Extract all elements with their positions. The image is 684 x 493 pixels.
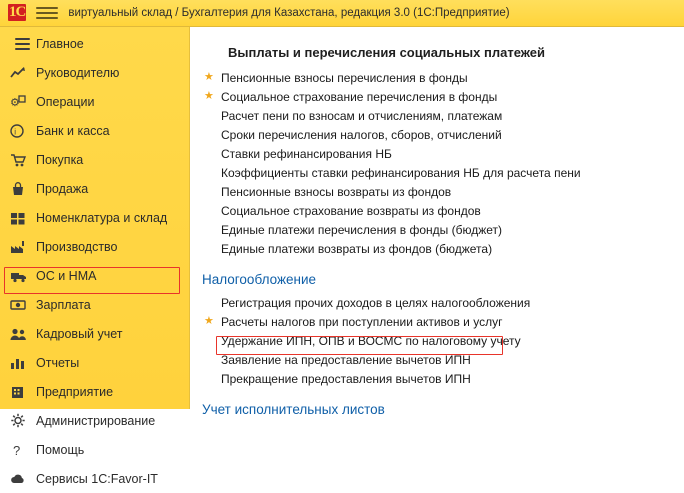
sidebar-item-operacii[interactable] [0,87,189,116]
cloud-icon [10,472,34,486]
sidebar-item-label: Производство [36,239,118,254]
sidebar-item-administrirovanie[interactable] [0,406,189,435]
sidebar-item-label: Руководителю [36,65,120,80]
star-icon[interactable] [204,205,218,216]
list-item-label: Расчеты налогов при поступлении активов и услуг [221,314,503,329]
main-layout [0,27,684,486]
list-item-label: Единые платежи возвраты из фондов (бюджета) [221,241,493,256]
sidebar-item-predpriyatie[interactable] [0,377,189,406]
svg-text:⚙: ⚙ [10,96,20,109]
sidebar-item-glavnoe[interactable] [0,29,189,58]
sidebar-item-label: Продажа [36,181,89,196]
list-item-label: Удержание ИПН, ОПВ и ВОСМС по налоговому учету [221,333,521,348]
list-item[interactable] [190,163,684,182]
list-item-label: Сроки перечисления налогов, сборов, отчислений [221,127,502,142]
sidebar-item-label: Покупка [36,152,84,167]
hamburger-line [36,12,58,14]
coin-icon [10,124,34,138]
sidebar-item-label: Номенклатура и склад [36,210,168,225]
list-item-label: Социальное страхование перечисления в фонды [221,89,498,104]
list-item-label: Коэффициенты ставки рефинансирования НБ для расчета пени [221,165,581,180]
star-icon[interactable]: ★ [204,315,214,327]
hamburger-line [36,17,58,19]
list-item-label: Пенсионные взносы перечисления в фонды [221,70,468,85]
star-icon[interactable] [204,186,218,197]
list-item[interactable] [190,144,684,163]
list-item-zayavlenie-na-vychety-ipn[interactable] [190,350,684,369]
factory-icon [10,240,34,254]
list-item[interactable] [190,293,684,312]
sidebar-item-bank-i-kassa[interactable] [0,116,189,145]
app-logo-1c [6,4,30,21]
truck-icon [10,269,34,283]
sidebar-item-label: Главное [36,36,84,51]
sidebar-item-label: Зарплата [36,297,91,312]
group-title-payments: Выплаты и перечисления социальных платежей [228,45,546,60]
section-header-ispolnitelnye-listy: Учет исполнительных листов [202,402,385,417]
sidebar-item-label: ОС и НМА [36,268,97,283]
star-icon[interactable] [204,335,218,346]
bag-icon [10,182,34,196]
sidebar-item-proizvodstvo[interactable] [0,232,189,261]
hamburger-line [36,7,58,9]
sidebar-item-otchety[interactable] [0,348,189,377]
list-item-label: Заявление на предоставление вычетов ИПН [221,352,471,367]
list-item-label: Регистрация прочих доходов в целях налогообложения [221,295,531,310]
list-item-label: Ставки рефинансирования НБ [221,146,392,161]
list-item[interactable] [190,125,684,144]
list-item[interactable] [190,201,684,220]
list-icon [10,38,34,50]
sidebar-item-label: Отчеты [36,355,80,370]
sidebar-item-nomenklatura-i-sklad[interactable] [0,203,189,232]
list-item[interactable] [190,331,684,350]
chart-up-icon [10,66,34,79]
section-header-nalogooblozhenie: Налогообложение [202,272,316,287]
star-icon[interactable] [204,243,218,254]
building-icon [10,385,34,399]
list-item-label: Пенсионные взносы возвраты из фондов [221,184,452,199]
sidebar-item-label: Банк и касса [36,123,110,138]
operations-icon [10,95,34,109]
people-icon [10,327,34,341]
app-logo-text: 1C [9,3,26,20]
star-icon[interactable] [204,373,218,384]
star-icon[interactable]: ★ [204,90,214,102]
list-item-label: Расчет пени по взносам и отчислениям, платежам [221,108,503,123]
sidebar [0,27,190,486]
cart-icon [10,153,34,167]
list-item[interactable] [190,312,684,331]
star-icon[interactable] [204,354,218,365]
list-item[interactable] [190,68,684,87]
sidebar-item-label: Помощь [36,442,85,457]
sidebar-item-pokupka[interactable] [0,145,189,174]
question-icon [10,443,34,457]
sidebar-item-label: Администрирование [36,413,156,428]
bar-chart-icon [10,356,34,370]
content-panel [190,27,684,417]
star-icon[interactable] [204,110,218,121]
star-icon[interactable]: ★ [204,71,214,83]
window-titlebar [0,0,684,27]
list-item[interactable] [190,239,684,258]
list-item[interactable] [190,106,684,125]
list-item[interactable] [190,182,684,201]
sidebar-item-label: Операции [36,94,95,109]
boxes-icon [10,211,34,225]
svg-text:?: ? [13,442,21,458]
list-item-label: Социальное страхование возвраты из фондов [221,203,481,218]
sidebar-item-pomoshch[interactable] [0,435,189,464]
star-icon[interactable] [204,167,218,178]
list-item-label: Прекращение предоставления вычетов ИПН [221,371,471,386]
sidebar-item-os-i-nma[interactable] [0,261,189,290]
list-item[interactable] [190,87,684,106]
sidebar-item-rukovoditelyu[interactable] [0,58,189,87]
window-title: виртуальный склад / Бухгалтерия для Казахстана, редакция 3.0 (1С:Предприятие) [68,7,510,19]
hamburger-icon[interactable] [36,4,58,22]
star-icon[interactable] [204,129,218,140]
sidebar-item-zarplata[interactable] [0,290,189,319]
sidebar-item-label: Предприятие [36,384,114,399]
sidebar-item-prodazha[interactable] [0,174,189,203]
list-item[interactable] [190,220,684,239]
star-icon[interactable] [204,224,218,235]
svg-text:i: i [14,127,17,136]
star-icon[interactable] [204,148,218,159]
gear-icon [10,413,34,428]
sidebar-item-label: Сервисы 1С:Favor-IT [36,471,158,486]
sidebar-item-kadrovyy-uchet[interactable] [0,319,189,348]
money-icon [10,298,34,312]
sidebar-item-servisy-1c-favor-it[interactable] [0,464,189,493]
star-icon[interactable] [204,297,218,308]
sidebar-item-label: Кадровый учет [36,326,123,341]
list-item[interactable] [190,369,684,388]
list-item-label: Единые платежи перечисления в фонды (бюджет) [221,222,503,237]
